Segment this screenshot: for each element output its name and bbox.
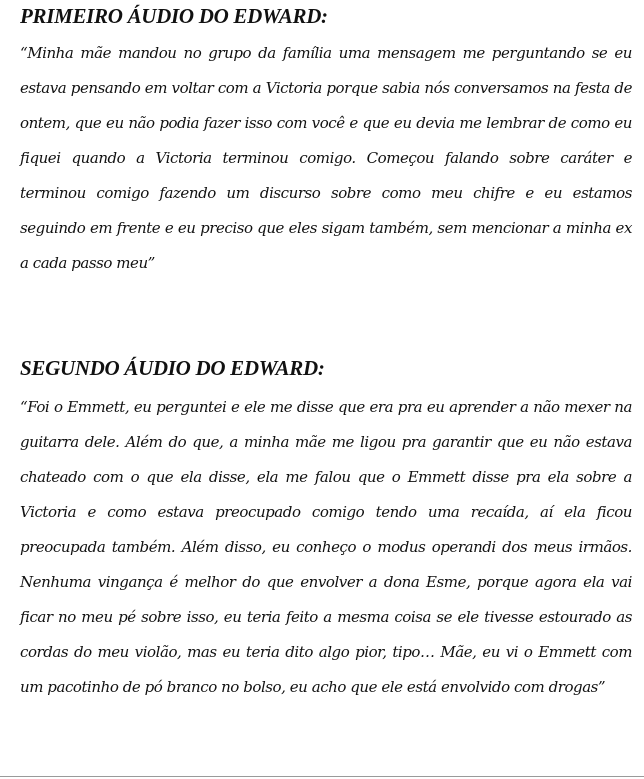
first-audio-transcript: “Minha mãe mandou no grupo da família uma mensagem me perguntando se eu estava pensando em voltar com a Victoria porque sabia nós conversamos na festa de ontem, que eu não podia fazer isso com você e que eu devia me lembrar de como eu fiquei quando a Victoria terminou comigo. Começou falando sobre caráter e terminou comigo fazendo um discurso sobre como meu chifre e eu estamos seguindo em frente e eu preciso que eles sigam também, sem mencionar a minha ex a cada passo meu” xyxy=(20,44,632,272)
second-audio-heading: SEGUNDO ÁUDIO DO EDWARD: xyxy=(20,356,325,380)
first-audio-heading: PRIMEIRO ÁUDIO DO EDWARD: xyxy=(20,4,328,28)
second-audio-transcript: “Foi o Emmett, eu perguntei e ele me disse que era pra eu aprender a não mexer na guitarra dele. Além do que, a minha mãe me ligou pra garantir que eu não estava chateado com o que ela disse, ela me falou que o Emmett disse pra ela sobre a Victoria e como estava preocupado comigo tendo uma recaída, aí ela ficou preocupada também. Além disso, eu conheço o modus operandi dos meus irmãos. Nenhuma vingança é melhor do que envolver a dona Esme, porque agora ela vai ficar no meu pé sobre isso, eu teria feito a mesma coisa se ele tivesse estourado as cordas do meu violão, mas eu teria dito algo pior, tipo… Mãe, eu vi o Emmett com um pacotinho de pó branco no bolso, eu acho que ele está envolvido com drogas” xyxy=(20,398,632,696)
page-bottom-divider xyxy=(0,776,644,777)
